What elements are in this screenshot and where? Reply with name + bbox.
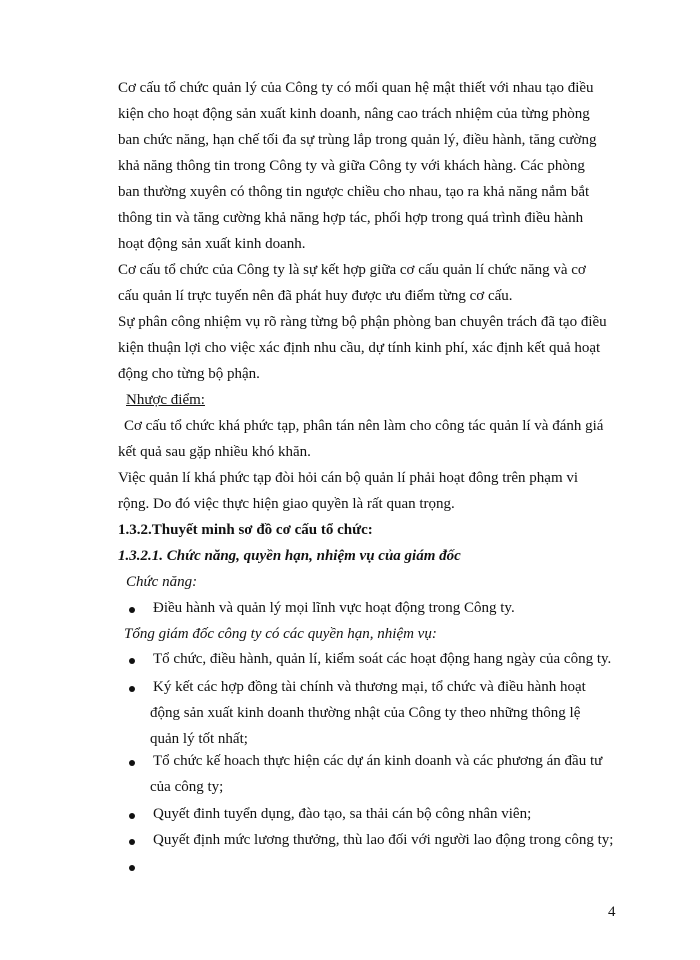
duty-item-line: quản lý tốt nhất; (150, 731, 248, 747)
bullet-icon (129, 686, 135, 692)
page-number: 4 (608, 904, 616, 920)
paragraph-1-line: Cơ cấu tổ chức quản lý của Công ty có mối quan hệ mật thiết với nhau tạo điều (118, 80, 594, 96)
bullet-icon (129, 865, 135, 871)
bullet-icon (129, 760, 135, 766)
duty-item-line: động sản xuất kinh doanh thường nhật của Công ty theo những thông lệ (150, 705, 581, 721)
function-label: Chức năng: (126, 574, 198, 590)
paragraph-2-line: Cơ cấu tổ chức của Công ty là sự kết hợp giữa cơ cấu quản lí chức năng và cơ (118, 262, 586, 278)
bullet-icon (129, 607, 135, 613)
duty-item-line: Tổ chức kế hoach thực hiện các dự án kinh doanh và các phương án đầu tư (153, 753, 603, 769)
paragraph-4-line: Cơ cấu tổ chức khá phức tạp, phân tán nên làm cho công tác quản lí và đánh giá (124, 418, 604, 434)
subsection-heading: 1.3.2.1. Chức năng, quyền hạn, nhiệm vụ của giám đốc (118, 548, 461, 564)
paragraph-3-line: Sự phân công nhiệm vụ rõ ràng từng bộ phận phòng ban chuyên trách đã tạo điều (118, 314, 607, 330)
duty-item-line: Ký kết các hợp đồng tài chính và thương mại, tổ chức và điều hành hoạt (153, 679, 586, 695)
duty-item-line: Tổ chức, điều hành, quản lí, kiểm soát các hoạt động hang ngày của công ty. (153, 651, 612, 667)
bullet-icon (129, 813, 135, 819)
paragraph-3-line: kiện thuận lợi cho việc xác định nhu cầu, dự tính kinh phí, xác định kết quả hoạt (118, 340, 601, 356)
paragraph-3-line: động cho từng bộ phận. (118, 366, 260, 382)
bullet-icon (129, 839, 135, 845)
section-heading: 1.3.2.Thuyết minh sơ đồ cơ cấu tổ chức: (118, 522, 373, 538)
duty-item-line: Quyết định mức lương thưởng, thù lao đối với người lao động trong công ty; (153, 832, 614, 848)
paragraph-1-line: thông tin và tăng cường khả năng hợp tác, phối hợp trong quá trình điều hành (118, 210, 584, 226)
weakness-heading: Nhược điểm: (126, 392, 205, 408)
paragraph-2-line: cấu quản lí trực tuyến nên đã phát huy được ưu điểm từng cơ cấu. (118, 288, 513, 304)
bullet-icon (129, 658, 135, 664)
function-bullet-text: Điều hành và quản lý mọi lĩnh vực hoạt động trong Công ty. (153, 600, 515, 616)
duty-item-line: của công ty; (150, 779, 224, 795)
duties-label: Tổng giám đốc công ty có các quyền hạn, nhiệm vụ: (124, 626, 437, 642)
paragraph-5-line: rộng. Do đó việc thực hiện giao quyền là rất quan trọng. (118, 496, 455, 512)
paragraph-1-line: khả năng thông tin trong Công ty và giữa Công ty với khách hàng. Các phòng (118, 158, 585, 174)
paragraph-1-line: hoạt động sản xuất kinh doanh. (118, 236, 306, 252)
paragraph-4-line: kết quả sau gặp nhiều khó khăn. (118, 444, 311, 460)
paragraph-1-line: ban thường xuyên có thông tin ngược chiều cho nhau, tạo ra khả năng nắm bắt (118, 184, 590, 200)
paragraph-5-line: Việc quản lí khá phức tạp đòi hỏi cán bộ quản lí phải hoạt đông trên phạm vi (118, 470, 579, 486)
duty-item-line: Quyết đinh tuyển dụng, đào tạo, sa thải cán bộ công nhân viên; (153, 806, 532, 822)
paragraph-1-line: kiện cho hoạt động sản xuất kinh doanh, nâng cao trách nhiệm của từng phòng (118, 106, 590, 122)
paragraph-1-line: ban chức năng, hạn chế tối đa sự trùng lắp trong quản lý, điều hành, tăng cường (118, 132, 597, 148)
